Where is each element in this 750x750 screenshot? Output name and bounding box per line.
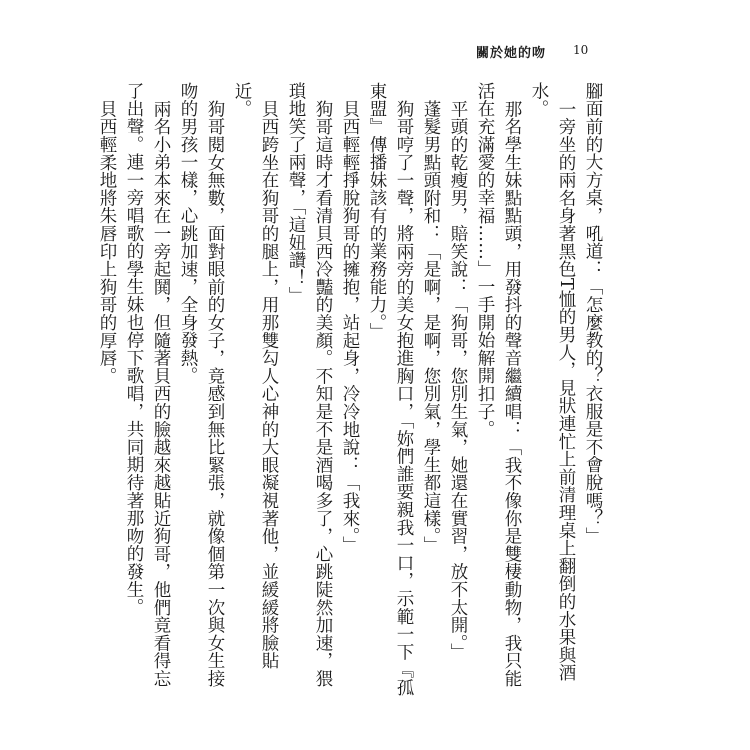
page-number: 10 — [573, 43, 589, 57]
body-text — [97, 82, 606, 697]
paragraph: 一旁坐的兩名身著黑色T恤的男人，見狀連忙上前清理桌上翻倒的水果與酒水。 — [529, 82, 576, 682]
paragraph: 兩名小弟本來在一旁起鬨，但隨著貝西的臉越來越貼近狗哥，他們竟看得忘了出聲。連一旁唱歌的學生妹也停下歌唱，共同期待著那吻的發生。 — [124, 82, 171, 687]
running-title: 關於她的吻 — [476, 46, 547, 61]
paragraph: 貝西輕柔地將朱唇印上狗哥的厚唇。 — [97, 99, 117, 385]
paragraph: 腳面前的大方桌，吼道：「怎麼教的？衣服是不會脫嗎？」 — [583, 82, 603, 545]
paragraph: 蓬髮男點頭附和：「是啊，是啊，您別氣，學生都這樣。」 — [421, 99, 441, 554]
paragraph: 貝西跨坐在狗哥的腿上，用那雙勾人心神的大眼凝視著他，並緩緩將臉貼近。 — [232, 82, 279, 670]
paragraph: 狗哥這時才看清貝西冷豔的美顏。不知是不是酒喝多了，心跳陡然加速，猥瑣地笑了兩聲，「這妞讚！」 — [286, 82, 333, 687]
page-header — [476, 42, 606, 62]
paragraph: 貝西輕輕掙脫狗哥的擁抱，站起身，冷冷地說：「我來。」 — [340, 99, 360, 554]
paragraph: 狗哥哼了一聲，將兩旁的美女抱進胸口，「妳們誰要親我一口，示範一下『孤東盟』傳播妹該有的業務能力。」 — [367, 82, 414, 696]
paragraph: 平頭的乾瘦男，賠笑說：「狗哥，您別生氣，她還在實習，放不太開。」 — [448, 99, 468, 661]
paragraph: 狗哥閱女無數，面對眼前的女子，竟感到無比緊張，就像個第一次與女生接吻的男孩一樣，心跳加速，全身發熱。 — [178, 82, 225, 687]
paragraph: 那名學生妹點點頭，用發抖的聲音繼續唱：「我不像你是雙棲動物，我只能活在充滿愛的幸福……」一手開始解開扣子。 — [475, 82, 522, 687]
